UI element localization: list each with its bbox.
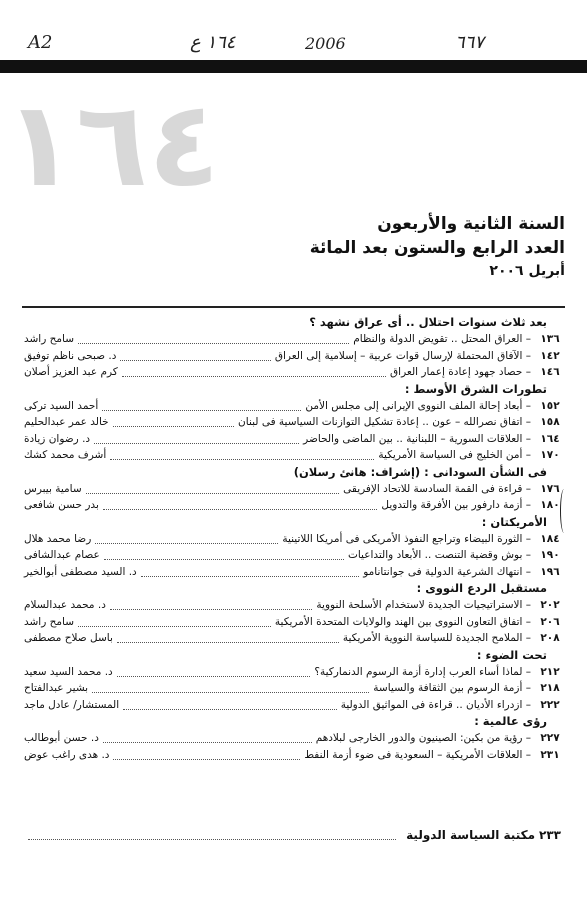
toc-entry <box>22 414 565 431</box>
entry-page-number: ٢١٨ <box>540 682 560 694</box>
section-title: فى الشأن السودانى : (إشراف: هانئ رسلان) <box>293 464 547 479</box>
entry-title: – انتهاك الشرعية الدولية فى جوانتانامو <box>363 565 531 578</box>
entry-page-number: ١٨٠ <box>540 499 560 511</box>
entry-title: – الآفاق المحتملة لإرسال قوات عربية – إسلامية إلى العراق <box>274 349 531 362</box>
entry-title: – ازدراء الأديان .. قراءة فى المواثيق الدولية <box>340 698 531 711</box>
masthead <box>85 212 565 282</box>
section-title: رؤى عالمية : <box>474 714 547 728</box>
toc-entry <box>22 564 565 581</box>
footer-name: مكتبة السياسة الدولية <box>406 828 535 842</box>
section-title: بعد ثلاث سنوات احتلال .. أى عراق نشهد ؟ <box>309 315 547 329</box>
entry-page-number: ٢٠٦ <box>540 615 560 628</box>
issue-line: العدد الرابع والستون بعد المائة <box>309 238 565 258</box>
handwritten-year: 2006 <box>305 34 346 53</box>
entry-leader <box>117 633 339 643</box>
entry-leader <box>113 417 234 427</box>
entry-leader <box>110 450 374 460</box>
toc-entry <box>22 497 565 514</box>
entry-author: د. السيد مصطفى أبوالخير <box>24 565 137 578</box>
date-line: أبريل ٢٠٠٦ <box>489 263 565 279</box>
toc-entry <box>22 398 565 415</box>
entry-page-number: ١٧٠ <box>540 449 560 461</box>
entry-author: سامح راشد <box>24 615 75 628</box>
entry-author: د. رضوان زيادة <box>24 432 91 445</box>
entry-page-number: ٢٠٢ <box>540 599 560 611</box>
entry-title: – الاستراتيجيات الجديدة لاستخدام الأسلحة النووية <box>316 599 531 611</box>
entry-author: بشير عبدالفتاح <box>24 682 89 694</box>
table-of-contents <box>22 314 565 763</box>
toc-entry <box>22 597 565 614</box>
entry-leader <box>78 617 271 627</box>
entry-title: – أزمة الرسوم بين الثقافة والسياسة <box>373 682 531 694</box>
entry-leader <box>120 351 270 361</box>
entry-author: خالد عمر عبدالحليم <box>24 416 109 428</box>
entry-title: – رؤية من بكين: الصينيون والدور الخارجى لبلادهم <box>315 732 531 744</box>
entry-title: – أمن الخليج فى السياسة الأمريكية <box>378 449 531 461</box>
entry-page-number: ١٨٤ <box>540 532 560 545</box>
sudan-bracket <box>560 489 568 533</box>
entry-page-number: ٢٢٧ <box>540 732 560 744</box>
entry-leader <box>110 600 313 610</box>
footer-page: ٢٣٣ <box>539 828 561 842</box>
entry-page-number: ١٤٦ <box>540 366 560 378</box>
toc-entry <box>22 531 565 548</box>
handwritten-number: ٦٦٧ <box>455 32 485 53</box>
entry-page-number: ١٧٦ <box>540 482 560 495</box>
entry-title: – بوش وقضية التنصت .. الأبعاد والتداعيات <box>347 549 531 561</box>
entry-leader <box>86 484 339 494</box>
entry-leader <box>103 500 378 510</box>
entry-leader <box>103 733 312 743</box>
footer-leader <box>28 830 396 840</box>
entry-author: د. هدى راغب عوض <box>24 748 110 761</box>
year-line: السنة الثانية والأربعون <box>377 214 565 234</box>
entry-leader <box>78 334 349 344</box>
entry-page-number: ٢١٢ <box>540 665 560 678</box>
entry-title: – حصاد جهود إعادة إعمار العراق <box>390 366 531 378</box>
toc-entry <box>22 447 565 464</box>
handwritten-annotations <box>0 30 587 60</box>
entry-author: د. صبحى ناظم توفيق <box>24 349 117 362</box>
entry-leader <box>123 700 337 710</box>
entry-leader <box>104 550 344 560</box>
entry-page-number: ١٥٢ <box>540 399 560 412</box>
toc-entry <box>22 348 565 365</box>
toc-entry <box>22 481 565 498</box>
entry-title: – العلاقات الأمريكية – السعودية فى ضوء أزمة النفط <box>304 748 531 761</box>
entry-page-number: ١٥٨ <box>540 416 560 428</box>
footer-entry <box>22 826 565 844</box>
toc-entry <box>22 747 565 764</box>
section-title: مستقبل الردع النووى : <box>416 581 547 595</box>
entry-author: المستشار/ عادل ماجد <box>24 698 120 711</box>
toc-entry <box>22 364 565 381</box>
entry-title: – العلاقات السورية – اللبنانية .. بين الماضى والحاضر <box>303 432 531 445</box>
entry-page-number: ١٩٠ <box>540 549 560 561</box>
toc-entry <box>22 614 565 631</box>
entry-leader <box>117 667 311 677</box>
entry-leader <box>102 401 301 411</box>
entry-title: – اتفاق نصرالله – عون .. إعادة تشكيل التوازنات السياسية فى لبنان <box>238 416 531 428</box>
entry-page-number: ١٦٤ <box>540 432 560 445</box>
top-black-bar <box>0 60 587 73</box>
entry-title: – قراءة فى القمة السادسة للاتحاد الإفريقى <box>343 482 531 495</box>
entry-page-number: ١٣٦ <box>540 333 560 345</box>
entry-leader <box>92 683 369 693</box>
entry-title: – لماذا أساء العرب إدارة أزمة الرسوم الدنماركية؟ <box>314 665 531 678</box>
entry-page-number: ٢٠٨ <box>540 632 560 644</box>
entry-author: باسل صلاح مصطفى <box>24 632 113 644</box>
toc-entry <box>22 547 565 564</box>
toc-entry <box>22 680 565 697</box>
toc-entry <box>22 730 565 747</box>
entry-page-number: ٢٣١ <box>540 748 560 761</box>
handwritten-catalog: A2 <box>28 32 53 53</box>
entry-author: د. محمد عبدالسلام <box>24 599 106 611</box>
entry-title: – أبعاد إحالة الملف النووى الإيرانى إلى مجلس الأمن <box>305 399 531 412</box>
entry-leader <box>95 534 278 544</box>
toc-entry <box>22 630 565 647</box>
handwritten-issue: ١٦٤ ع <box>190 32 236 53</box>
entry-author: أحمد السيد تركى <box>24 399 99 412</box>
entry-leader <box>122 367 386 377</box>
entry-author: بدر حسن شافعى <box>24 499 99 511</box>
entry-leader <box>113 750 300 760</box>
entry-leader <box>141 567 360 577</box>
entry-page-number: ٢٢٢ <box>540 698 560 711</box>
entry-author: د. محمد السيد سعيد <box>24 665 113 678</box>
entry-title: – العراق المحتل .. تقويض الدولة والنظام <box>353 333 531 345</box>
entry-author: د. حسن أبوطالب <box>24 732 99 744</box>
section-title: الأمريكتان : <box>481 514 547 529</box>
entry-author: أشرف محمد كشك <box>24 449 107 461</box>
entry-page-number: ١٩٦ <box>540 565 560 578</box>
entry-title: – اتفاق التعاون النووى بين الهند والولايات المتحدة الأمريكية <box>274 615 531 628</box>
toc-entry <box>22 664 565 681</box>
toc-entry <box>22 697 565 714</box>
toc-entry <box>22 431 565 448</box>
entry-author: عصام عبدالشافى <box>24 549 100 561</box>
section-title: تطورات الشرق الأوسط : <box>404 381 547 396</box>
section-title: تحت الضوء : <box>476 647 547 662</box>
toc-entry <box>22 331 565 348</box>
entry-page-number: ١٤٢ <box>540 349 560 362</box>
entry-author: رضا محمد هلال <box>24 532 92 545</box>
entry-author: كرم عبد العزيز أصلان <box>24 366 118 378</box>
entry-author: سامية بيبرس <box>24 482 82 495</box>
issue-big-number: ١٦٤ <box>3 75 220 213</box>
entry-leader <box>94 434 299 444</box>
entry-title: – أزمة دارفور بين الأفرقة والتدويل <box>381 499 531 511</box>
top-divider <box>22 306 565 308</box>
entry-author: سامح راشد <box>24 333 75 345</box>
entry-title: – الثورة البيضاء وتراجع النفوذ الأمريكى فى أمريكا اللاتينية <box>282 532 531 545</box>
entry-title: – الملامح الجديدة للسياسة النووية الأمريكية <box>342 632 531 644</box>
